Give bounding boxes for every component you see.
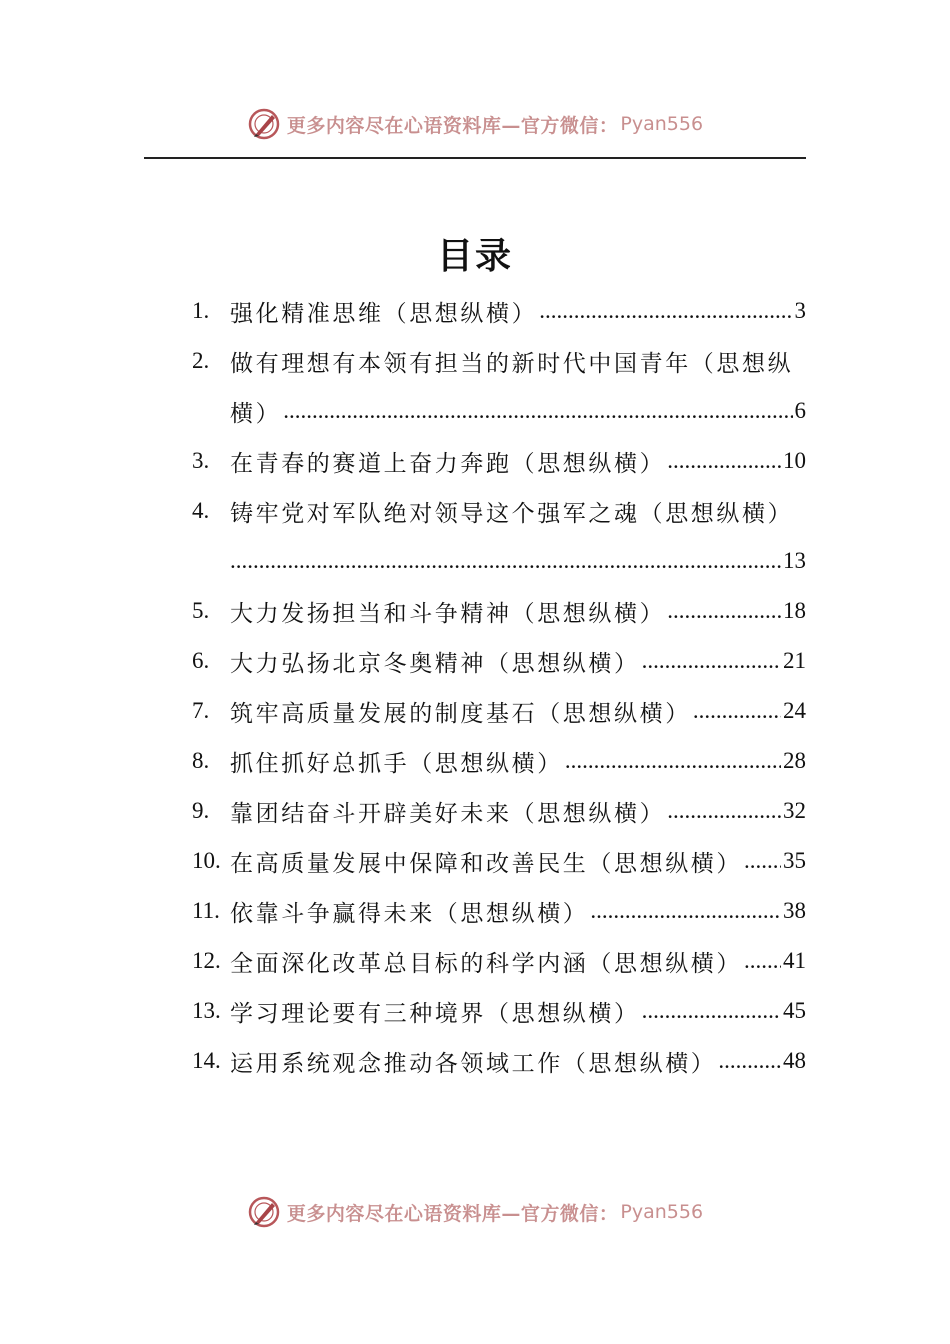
page-title: 目录 xyxy=(436,235,513,277)
toc-entry-page: 28 xyxy=(783,748,806,773)
toc-entry-number: 4. xyxy=(192,498,210,523)
toc-entry-number: 1. xyxy=(192,298,210,323)
toc-entry-page: 21 xyxy=(783,648,806,673)
toc-entry[interactable] xyxy=(192,1036,806,1086)
toc-entry-number: 10. xyxy=(192,848,221,873)
toc-entry-number: 7. xyxy=(192,698,210,723)
toc-leader-dots xyxy=(744,947,781,975)
toc-entry-page: 32 xyxy=(783,798,806,823)
toc-entry-page: 45 xyxy=(783,998,806,1023)
toc-leader-dots xyxy=(744,847,781,875)
toc-entry-title: 强化精准思维（思想纵横） xyxy=(230,300,538,327)
toc-entry-title: 运用系统观念推动各领域工作（思想纵横） xyxy=(230,1050,717,1077)
toc-entry-number: 2. xyxy=(192,348,210,373)
toc-entry-title: 大力弘扬北京冬奥精神（思想纵横） xyxy=(230,650,640,677)
toc-entry[interactable] xyxy=(192,986,806,1036)
toc-entry[interactable] xyxy=(192,886,806,936)
toc-entry-title: 做有理想有本领有担当的新时代中国青年（思想纵 xyxy=(230,350,794,377)
toc-entry-page: 18 xyxy=(783,598,806,623)
toc-entry-title: 在高质量发展中保障和改善民生（思想纵横） xyxy=(230,850,742,877)
toc-leader-dots xyxy=(693,697,781,725)
toc-entry-page: 38 xyxy=(783,898,806,923)
toc-entry-page: 24 xyxy=(783,698,806,723)
toc-entry[interactable] xyxy=(192,686,806,736)
toc-entry-number: 3. xyxy=(192,448,210,473)
toc-entry[interactable] xyxy=(192,936,806,986)
toc-leader-dots xyxy=(230,547,781,575)
toc-entry[interactable] xyxy=(192,586,806,636)
toc-entry-title: 依靠斗争赢得未来（思想纵横） xyxy=(230,900,589,927)
toc-leader-dots xyxy=(667,597,781,625)
toc-leader-dots xyxy=(667,447,781,475)
toc-leader-dots xyxy=(565,747,781,775)
toc-entry[interactable] xyxy=(192,636,806,686)
toc-entry[interactable] xyxy=(192,436,806,486)
pen-seal-logo-icon xyxy=(247,107,281,141)
toc-entry-title: 大力发扬担当和斗争精神（思想纵横） xyxy=(230,600,666,627)
toc-entry-title: 筑牢高质量发展的制度基石（思想纵横） xyxy=(230,700,691,727)
toc-entry-title: 在青春的赛道上奋力奔跑（思想纵横） xyxy=(230,450,666,477)
toc-entry-page: 6 xyxy=(794,398,806,423)
toc-entry-number: 11. xyxy=(192,898,220,923)
table-of-contents xyxy=(192,286,806,1086)
toc-leader-dots xyxy=(539,297,792,325)
toc-entry-title: 抓住抓好总抓手（思想纵横） xyxy=(230,750,563,777)
toc-entry-number: 13. xyxy=(192,998,221,1023)
watermark-wechat-id: Pyan556 xyxy=(620,1201,704,1223)
toc-leader-dots xyxy=(590,897,781,925)
toc-entry-page: 41 xyxy=(783,948,806,973)
toc-entry[interactable] xyxy=(192,286,806,336)
toc-entry[interactable] xyxy=(192,736,806,786)
toc-leader-dots xyxy=(642,997,781,1025)
pen-seal-logo-icon xyxy=(247,1195,281,1229)
toc-entry-page: 3 xyxy=(794,298,806,323)
toc-leader-dots xyxy=(667,797,781,825)
toc-entry[interactable] xyxy=(192,486,806,586)
watermark-text: 更多内容尽在心语资料库—官方微信： xyxy=(286,1202,619,1225)
footer-watermark xyxy=(0,1192,950,1232)
toc-entry-page: 35 xyxy=(783,848,806,873)
toc-entry-title: 靠团结奋斗开辟美好未来（思想纵横） xyxy=(230,800,666,827)
toc-entry-page: 48 xyxy=(783,1048,806,1073)
toc-entry-title-continued: 横） xyxy=(230,400,282,427)
toc-entry[interactable] xyxy=(192,786,806,836)
toc-entry-title: 学习理论要有三种境界（思想纵横） xyxy=(230,1000,640,1027)
toc-leader-dots xyxy=(642,647,781,675)
toc-entry-title: 铸牢党对军队绝对领导这个强军之魂（思想纵横） xyxy=(230,500,794,527)
toc-entry[interactable] xyxy=(192,836,806,886)
header-watermark xyxy=(0,104,950,144)
toc-entry-number: 8. xyxy=(192,748,210,773)
toc-entry-number: 6. xyxy=(192,648,210,673)
toc-entry[interactable] xyxy=(192,336,806,436)
toc-entry-title: 全面深化改革总目标的科学内涵（思想纵横） xyxy=(230,950,742,977)
header-rule xyxy=(144,157,806,159)
toc-leader-dots xyxy=(718,1047,781,1075)
toc-leader-dots xyxy=(283,397,792,425)
toc-entry-page: 10 xyxy=(783,448,806,473)
watermark-text: 更多内容尽在心语资料库—官方微信： xyxy=(286,114,619,137)
toc-entry-number: 12. xyxy=(192,948,221,973)
toc-entry-page: 13 xyxy=(783,548,806,573)
watermark-wechat-id: Pyan556 xyxy=(620,113,704,135)
toc-entry-number: 9. xyxy=(192,798,210,823)
toc-entry-number: 5. xyxy=(192,598,210,623)
toc-entry-number: 14. xyxy=(192,1048,221,1073)
